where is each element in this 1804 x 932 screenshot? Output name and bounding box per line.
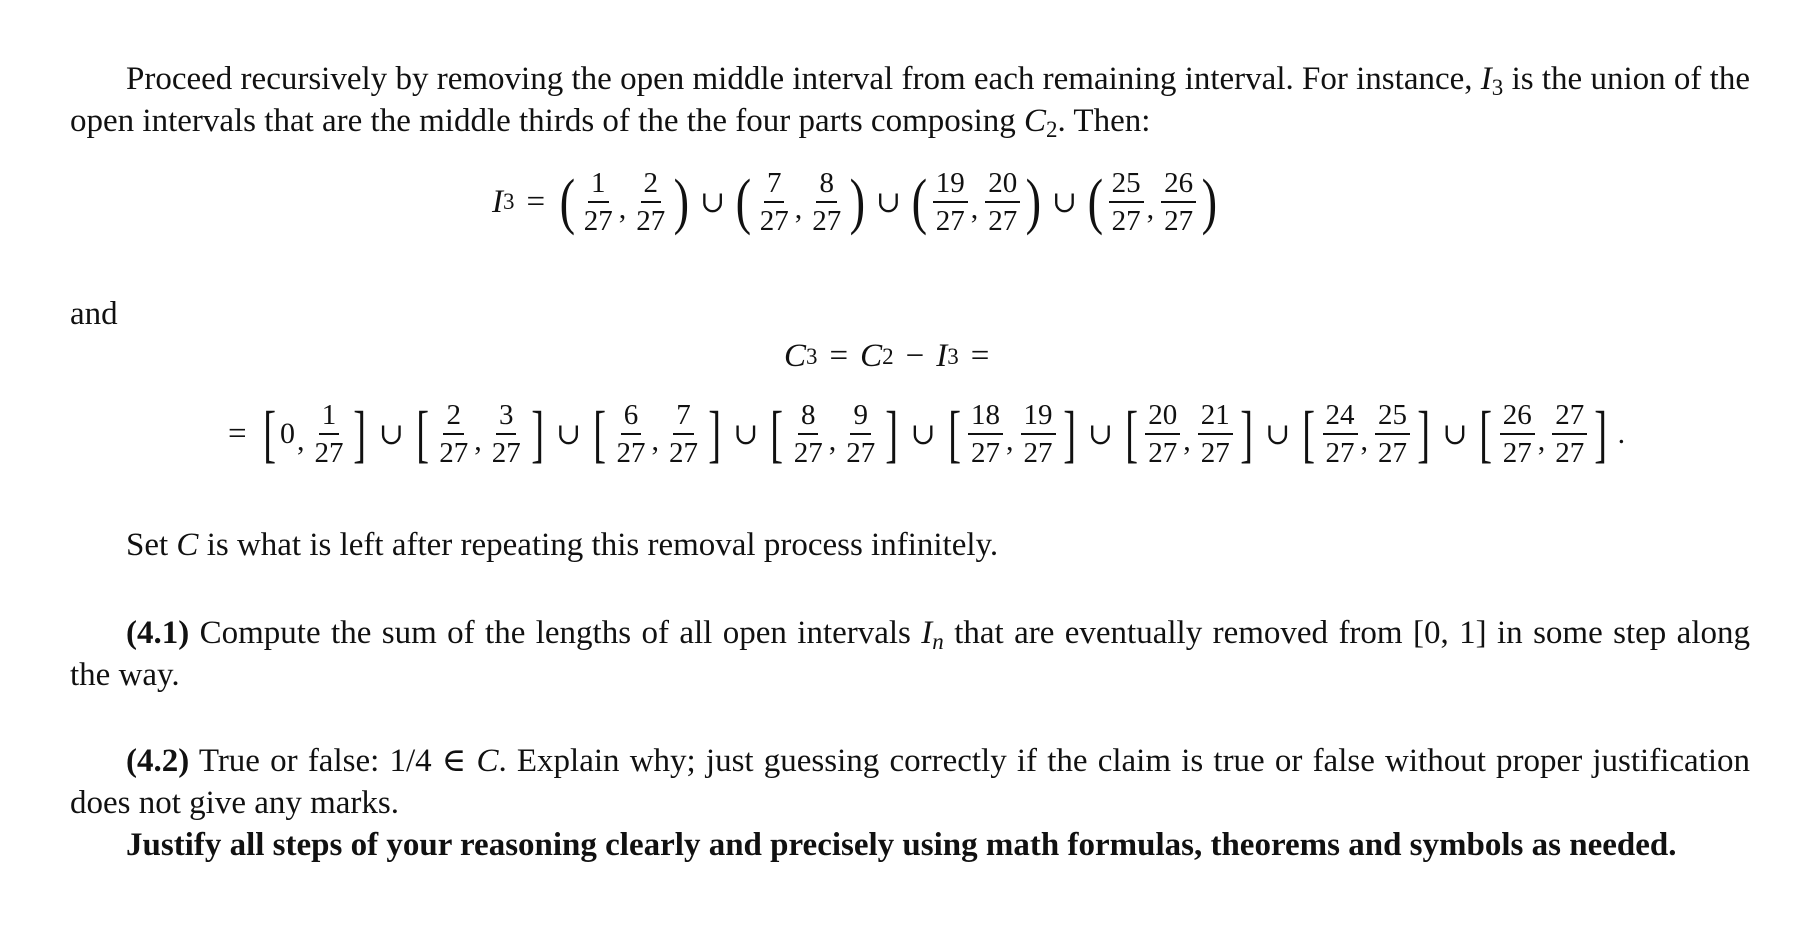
comma: , bbox=[618, 192, 627, 225]
left-paren: ( bbox=[911, 168, 928, 236]
q42-text-b: . Explain why; just guessing correctly if the claim is true or false without proper justification does not give any marks. bbox=[70, 743, 1751, 821]
union-symbol: ∪ bbox=[875, 185, 902, 219]
comma: , bbox=[1183, 424, 1191, 457]
fraction bbox=[581, 168, 616, 236]
I3-interval-list bbox=[557, 168, 1220, 236]
union-symbol: ∪ bbox=[378, 417, 404, 451]
fraction bbox=[1145, 400, 1180, 468]
denominator: 27 bbox=[491, 437, 521, 469]
numerator: 26 bbox=[1161, 168, 1196, 203]
denominator: 27 bbox=[668, 437, 698, 469]
equals-sign: = bbox=[228, 415, 247, 452]
numerator: 26 bbox=[1500, 400, 1535, 435]
left-bracket: [ bbox=[262, 398, 276, 469]
denominator: 27 bbox=[793, 437, 823, 469]
right-bracket: ] bbox=[1062, 398, 1076, 469]
q42-text-a: True or false: 1/4 ∈ bbox=[189, 743, 477, 779]
sub-2: 2 bbox=[1046, 117, 1058, 142]
right-bracket: ] bbox=[708, 398, 722, 469]
equation-I3: I 3 = ( $\frac{1}{27}$ , $\frac{2}{27}$ ) ∪ ( $\frac{7}{27}$ , $\frac{8}{27}$ ) ∪ ( $\frac{19}{27}$ , $\frac{20}{27}$ ) ∪ ( $\frac{25}{27}$ , $\frac{26}{27}$ ) bbox=[492, 168, 1220, 236]
set-C-paragraph bbox=[70, 524, 1750, 566]
and-label: and bbox=[70, 296, 118, 332]
numerator: 7 bbox=[673, 400, 694, 435]
numerator: 7 bbox=[764, 168, 785, 203]
comma: , bbox=[651, 424, 659, 457]
intro-text-b: is the union of the open intervals that are the middle thirds of the the four parts composing bbox=[70, 61, 1750, 139]
numerator: 27 bbox=[1552, 400, 1587, 435]
denominator: 27 bbox=[616, 437, 646, 469]
fraction bbox=[933, 168, 968, 236]
fraction bbox=[757, 168, 792, 236]
union-symbol: ∪ bbox=[1442, 417, 1468, 451]
question-4-1 bbox=[70, 612, 1750, 696]
fraction bbox=[489, 400, 524, 468]
denominator: 27 bbox=[1325, 437, 1355, 469]
intro-text-c: . Then: bbox=[1057, 103, 1151, 139]
q41-label: (4.1) bbox=[126, 615, 190, 651]
fraction bbox=[1552, 400, 1587, 468]
denominator: 27 bbox=[846, 437, 876, 469]
setC-text-a: Set bbox=[126, 527, 177, 563]
question-4-2 bbox=[70, 740, 1750, 824]
C2-var: C bbox=[860, 338, 883, 374]
left-paren: ( bbox=[1087, 168, 1104, 236]
left-bracket: [ bbox=[1479, 398, 1493, 469]
union-symbol: ∪ bbox=[1051, 185, 1077, 219]
comma: , bbox=[1006, 424, 1014, 457]
right-paren: ) bbox=[1025, 168, 1042, 236]
fraction bbox=[633, 168, 668, 236]
numerator: 9 bbox=[850, 400, 871, 435]
equals-sign: = bbox=[970, 338, 990, 374]
denominator: 27 bbox=[971, 437, 1000, 469]
fraction bbox=[843, 400, 878, 468]
numerator: 3 bbox=[496, 400, 517, 435]
period: . bbox=[1617, 417, 1626, 450]
denominator: 27 bbox=[988, 205, 1018, 237]
right-bracket: ] bbox=[1417, 398, 1431, 469]
denominator: 27 bbox=[1378, 437, 1408, 469]
left-bracket: [ bbox=[770, 398, 784, 469]
union-symbol: ∪ bbox=[556, 417, 582, 451]
fraction bbox=[1198, 400, 1233, 468]
q41-text-a: Compute the sum of the lengths of all open intervals bbox=[189, 615, 922, 651]
C3-var: C bbox=[784, 338, 807, 374]
var-C: C bbox=[1024, 103, 1047, 139]
fraction bbox=[1021, 400, 1056, 468]
numerator: 2 bbox=[641, 168, 662, 203]
numerator: 21 bbox=[1198, 400, 1233, 435]
numerator: 1 bbox=[588, 168, 609, 203]
union-symbol: ∪ bbox=[910, 417, 936, 451]
denominator: 27 bbox=[759, 205, 789, 237]
numerator: 25 bbox=[1375, 400, 1410, 435]
union-symbol: ∪ bbox=[699, 185, 726, 219]
justify-instruction bbox=[70, 824, 1750, 866]
denominator: 27 bbox=[935, 205, 965, 237]
right-bracket: ] bbox=[885, 398, 899, 469]
equation-C3-line2 bbox=[228, 400, 1625, 468]
zero-value: 0 bbox=[279, 417, 295, 450]
denominator: 27 bbox=[1555, 437, 1585, 469]
fraction bbox=[1323, 400, 1358, 468]
denominator: 27 bbox=[1502, 437, 1532, 469]
var-I: I bbox=[1480, 61, 1492, 97]
numerator: 19 bbox=[1021, 400, 1056, 435]
numerator: 24 bbox=[1323, 400, 1358, 435]
denominator: 27 bbox=[1023, 437, 1053, 469]
numerator: 1 bbox=[319, 400, 340, 435]
denominator: 27 bbox=[314, 437, 344, 469]
numerator: 6 bbox=[621, 400, 642, 435]
fraction bbox=[1375, 400, 1410, 468]
right-bracket: ] bbox=[530, 398, 544, 469]
numerator: 8 bbox=[798, 400, 819, 435]
left-bracket: [ bbox=[593, 398, 607, 469]
left-bracket: [ bbox=[1125, 398, 1139, 469]
equals-sign: = bbox=[829, 338, 849, 374]
right-bracket: ] bbox=[353, 398, 367, 469]
denominator: 27 bbox=[583, 205, 613, 237]
fraction bbox=[1109, 168, 1144, 236]
denominator: 27 bbox=[812, 205, 842, 237]
right-paren: ) bbox=[673, 168, 690, 236]
denominator: 27 bbox=[1200, 437, 1230, 469]
fraction bbox=[666, 400, 701, 468]
eq-I3-lhs: I bbox=[492, 183, 503, 220]
equals-sign: = bbox=[526, 183, 546, 220]
q41-text-b: that are eventually removed from [0, 1] in some step along the way. bbox=[70, 615, 1750, 693]
union-symbol: ∪ bbox=[733, 417, 759, 451]
numerator: 19 bbox=[933, 168, 968, 203]
C3-interval-list bbox=[371, 400, 1612, 468]
comma: , bbox=[296, 424, 305, 457]
left-bracket: [ bbox=[416, 398, 429, 469]
left-paren: ( bbox=[559, 168, 576, 236]
var-I: I bbox=[921, 615, 933, 651]
denominator: 27 bbox=[636, 205, 666, 237]
justify-text: Justify all steps of your reasoning clearly and precisely using math formulas, theorems and symbols as needed. bbox=[126, 827, 1677, 863]
var-C: C bbox=[476, 743, 499, 779]
right-paren: ) bbox=[1201, 168, 1218, 236]
fraction bbox=[968, 400, 1003, 468]
left-bracket: [ bbox=[1302, 398, 1316, 469]
left-paren: ( bbox=[735, 168, 752, 236]
right-bracket: ] bbox=[1594, 398, 1608, 469]
numerator: 25 bbox=[1109, 168, 1144, 203]
denominator: 27 bbox=[1148, 437, 1178, 469]
fraction bbox=[1500, 400, 1535, 468]
comma: , bbox=[1537, 424, 1546, 457]
equation-C3-line1: C 3 = C 2 − I 3 = bbox=[784, 338, 990, 374]
denominator: 27 bbox=[1164, 205, 1194, 237]
numerator: 2 bbox=[443, 400, 464, 435]
denominator: 27 bbox=[1111, 205, 1141, 237]
right-paren: ) bbox=[849, 168, 866, 236]
comma: , bbox=[828, 424, 837, 457]
comma: , bbox=[794, 192, 803, 225]
fraction bbox=[1161, 168, 1196, 236]
fraction bbox=[436, 400, 471, 468]
I3-var: I bbox=[936, 338, 948, 374]
comma: , bbox=[970, 192, 979, 225]
numerator: 18 bbox=[968, 400, 1003, 435]
comma: , bbox=[1360, 424, 1369, 457]
sub-n: n bbox=[932, 629, 944, 654]
fraction bbox=[613, 400, 648, 468]
comma: , bbox=[1146, 192, 1155, 225]
intro-paragraph bbox=[70, 58, 1750, 142]
fraction bbox=[985, 168, 1020, 236]
minus-sign: − bbox=[905, 338, 925, 374]
union-symbol: ∪ bbox=[1265, 417, 1291, 451]
sub-3: 3 bbox=[1491, 75, 1504, 100]
fraction bbox=[311, 400, 346, 468]
var-C: C bbox=[176, 527, 199, 563]
left-bracket: [ bbox=[947, 398, 961, 469]
union-symbol: ∪ bbox=[1087, 417, 1113, 451]
setC-text-b: is what is left after repeating this removal process infinitely. bbox=[198, 527, 999, 563]
numerator: 20 bbox=[985, 168, 1020, 203]
comma: , bbox=[474, 424, 482, 457]
right-bracket: ] bbox=[1240, 398, 1253, 469]
fraction bbox=[809, 168, 844, 236]
denominator: 27 bbox=[439, 437, 469, 469]
q42-label: (4.2) bbox=[126, 743, 190, 779]
fraction bbox=[791, 400, 826, 468]
numerator: 20 bbox=[1145, 400, 1180, 435]
intro-text-a: Proceed recursively by removing the open middle interval from each remaining interval. For instance, bbox=[126, 61, 1481, 97]
numerator: 8 bbox=[816, 168, 837, 203]
